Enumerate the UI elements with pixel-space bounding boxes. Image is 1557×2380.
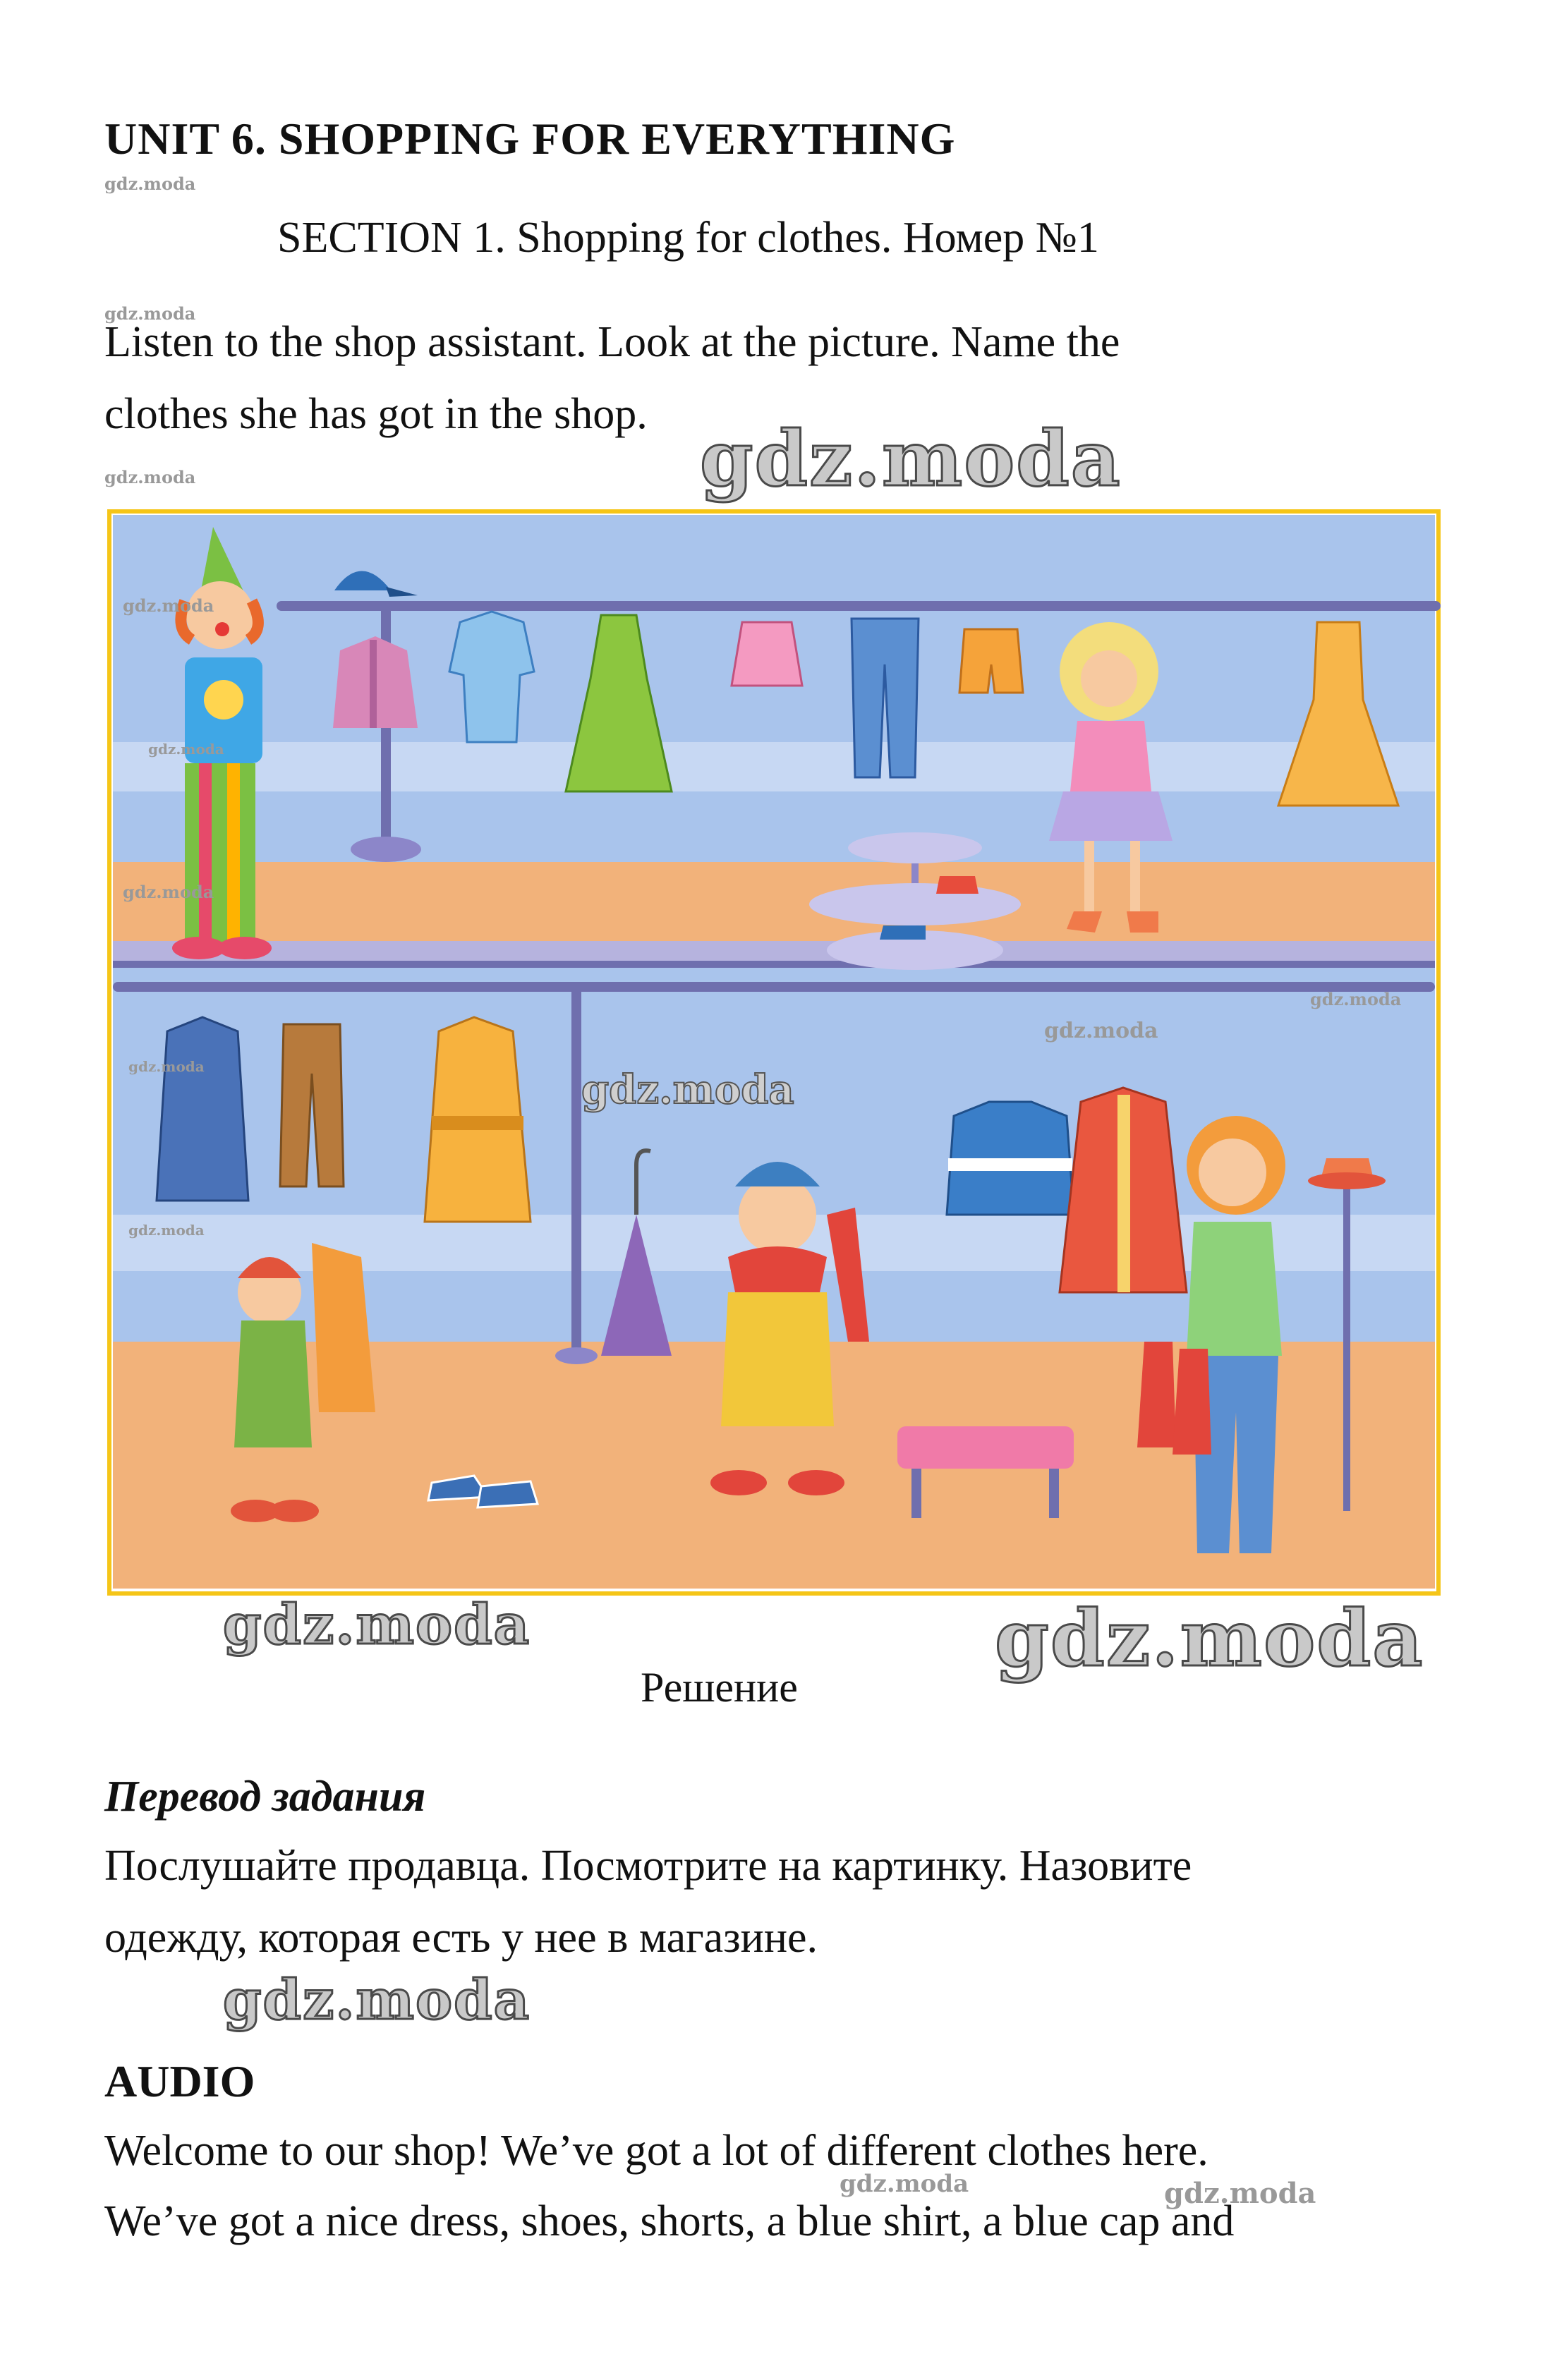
audio-line-1: Welcome to our shop! We’ve got a lot of different clothes here. — [104, 2127, 1208, 2175]
unit-title: UNIT 6. SHOPPING FOR EVERYTHING — [104, 114, 956, 164]
jacket-icon — [333, 636, 418, 728]
translation-heading: Перевод задания — [104, 1773, 426, 1821]
watermark-medium: gdz.moda — [581, 1067, 794, 1113]
task-line-2: clothes she has got in the shop. — [104, 390, 648, 438]
watermark-small: gdz.moda — [104, 174, 196, 194]
fur-coat-icon — [1060, 1088, 1187, 1292]
sweater-icon — [947, 1102, 1074, 1215]
watermark-large: gdz.moda — [223, 1968, 531, 2032]
translation-line-1: Послушайте продавца. Посмотрите на картинку. Назовите — [104, 1842, 1192, 1890]
watermark-small: gdz.moda — [128, 1058, 205, 1075]
watermark-small: gdz.moda — [148, 741, 224, 758]
watermark-small: gdz.moda — [1164, 2177, 1316, 2210]
coat-icon — [425, 1017, 531, 1222]
watermark-small: gdz.moda — [1310, 989, 1402, 1009]
watermark-large: gdz.moda — [995, 1593, 1424, 1684]
watermark-small: gdz.moda — [123, 882, 214, 902]
watermark-small: gdz.moda — [123, 595, 214, 616]
watermark-small: gdz.moda — [1044, 1019, 1158, 1043]
skirt-icon — [732, 622, 802, 686]
watermark-small: gdz.moda — [104, 467, 196, 487]
watermark-large: gdz.moda — [700, 415, 1122, 504]
audio-line-2: We’ve got a nice dress, shoes, shorts, a blue shirt, a blue cap and — [104, 2197, 1235, 2245]
watermark-small: gdz.moda — [128, 1222, 205, 1239]
solution-label: Решение — [641, 1664, 798, 1711]
audio-heading: AUDIO — [104, 2056, 255, 2106]
watermark-small: gdz.moda — [840, 2170, 969, 2198]
shop-illustration — [107, 509, 1441, 1596]
translation-line-2: одежду, которая есть у нее в магазине. — [104, 1914, 818, 1962]
section-title: SECTION 1. Shopping for clothes. Номер №1 — [277, 214, 1099, 262]
task-line-1: Listen to the shop assistant. Look at the picture. Name the — [104, 318, 1120, 366]
watermark-small: gdz.moda — [104, 303, 196, 324]
watermark-large: gdz.moda — [223, 1593, 531, 1657]
suit-icon — [157, 1017, 248, 1201]
